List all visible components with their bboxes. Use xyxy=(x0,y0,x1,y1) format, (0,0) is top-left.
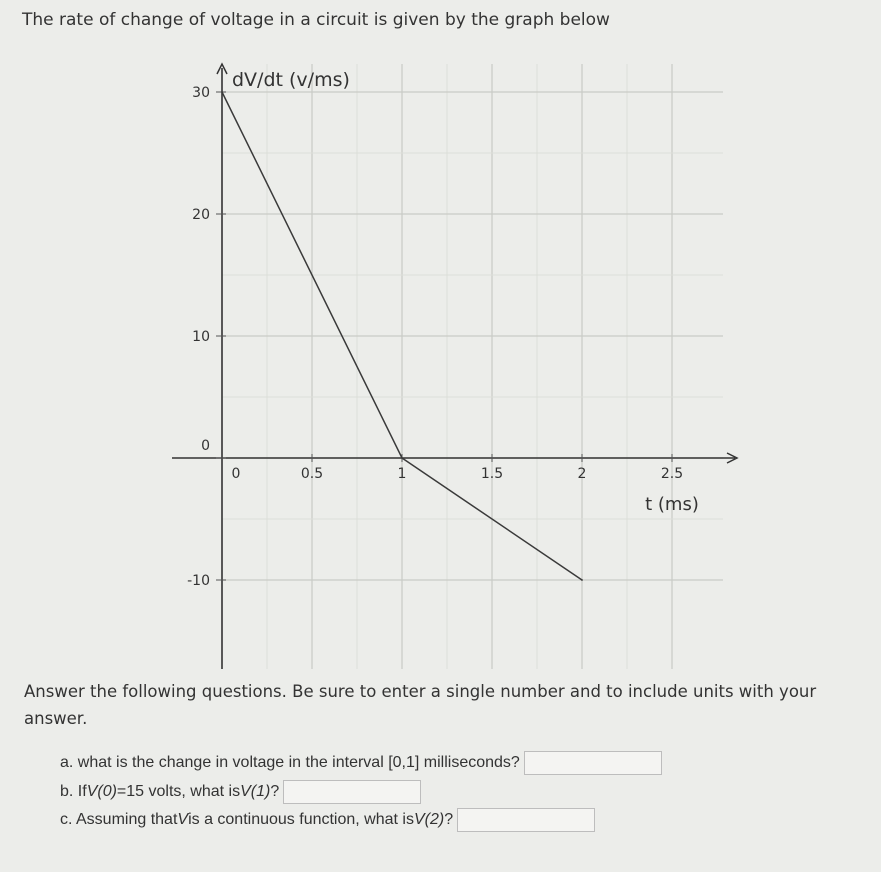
question-b-v1: V(1) xyxy=(240,783,271,800)
question-c-mid: is a continuous function, what is xyxy=(188,811,414,828)
x-tick-label: 2 xyxy=(577,466,587,482)
question-c-pre: c. Assuming that xyxy=(60,811,178,828)
question-b-v0: V(0) xyxy=(86,783,117,800)
data-point xyxy=(401,457,403,459)
data-point xyxy=(221,91,223,93)
question-a-label: a. what is the change in voltage in the interval [0,1] milliseconds? xyxy=(60,754,520,771)
y-axis-title: dV/dt (v/ms) xyxy=(232,69,350,91)
y-tick-label: 20 xyxy=(192,207,210,223)
y-tick-label: 0 xyxy=(201,438,210,454)
answer-b-input[interactable] xyxy=(283,780,421,804)
question-c xyxy=(60,808,595,832)
x-axis-title: t (ms) xyxy=(645,494,699,515)
question-b xyxy=(60,780,421,804)
grid-layer xyxy=(222,64,723,669)
question-b-pre: b. If xyxy=(60,783,87,800)
y-tick-label: 30 xyxy=(192,85,210,101)
y-tick-label: -10 xyxy=(187,573,210,589)
question-c-v2: V(2) xyxy=(413,811,445,828)
question-a xyxy=(60,751,662,775)
question-prompt: The rate of change of voltage in a circuit is given by the graph below xyxy=(22,10,610,30)
x-tick-label: 1 xyxy=(397,466,407,482)
data-point xyxy=(581,579,583,581)
x-tick-label: 1.5 xyxy=(480,466,504,482)
answer-c-input[interactable] xyxy=(457,808,595,832)
question-b-post: ? xyxy=(270,783,280,800)
answer-a-input[interactable] xyxy=(524,751,662,775)
x-tick-label: 0 xyxy=(231,466,241,482)
x-tick-label: 0.5 xyxy=(300,466,324,482)
question-c-post: ? xyxy=(444,811,454,828)
x-tick-label: 2.5 xyxy=(660,466,684,482)
y-tick-label: 10 xyxy=(192,329,210,345)
label-layer xyxy=(187,69,699,589)
instructions-text: Answer the following questions. Be sure to enter a single number and to include units with your answer. xyxy=(24,682,817,728)
question-c-v: V xyxy=(177,811,189,828)
question-b-mid: =15 volts, what is xyxy=(116,783,241,800)
axis-layer xyxy=(172,64,737,669)
